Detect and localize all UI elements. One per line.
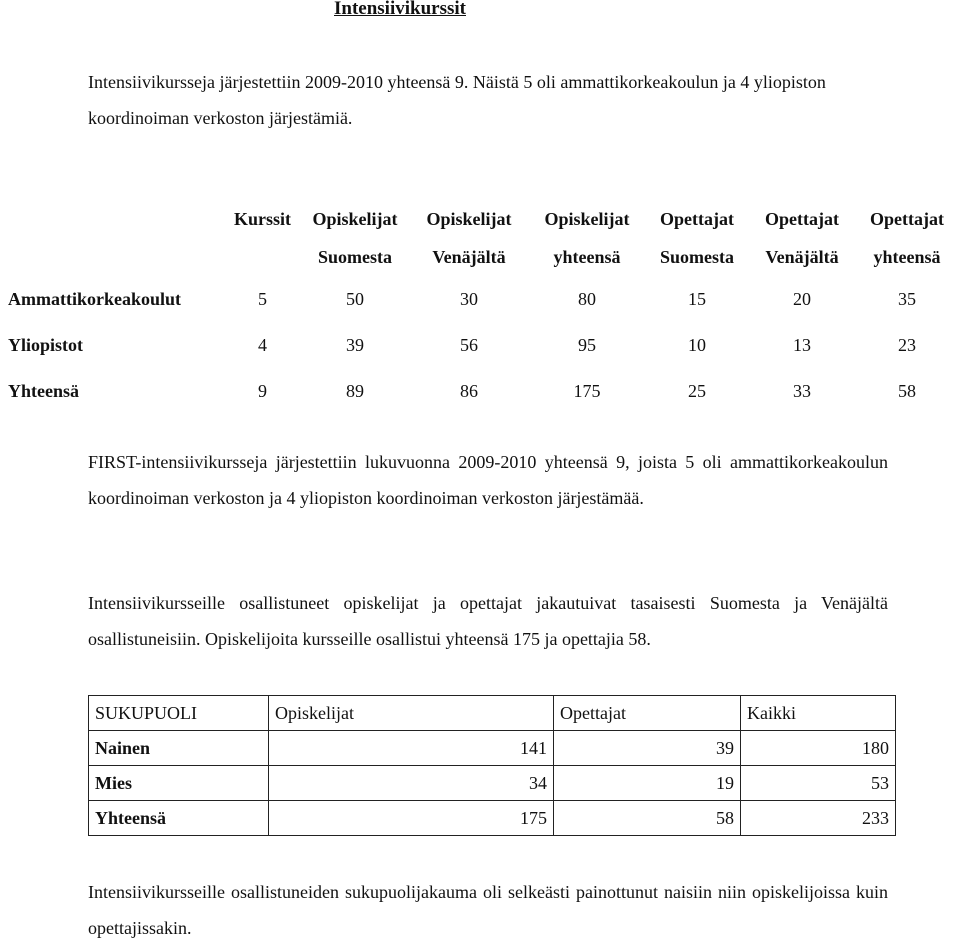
table-cell: 180 <box>741 731 896 766</box>
table-cell: 175 <box>573 380 601 401</box>
row-label: Yhteensä <box>89 801 269 836</box>
table-cell: 23 <box>898 334 916 355</box>
first-courses-paragraph: FIRST-intensiivikursseja järjestettiin lukuvuonna 2009-2010 yhteensä 9, joista 5 oli ammattikorkeakoulun koordinoiman verkoston ja 4 yliopiston koordinoiman verkoston järjestämää. <box>88 452 888 508</box>
column-header: SUKUPUOLI <box>89 696 269 731</box>
table-cell: 13 <box>793 334 811 355</box>
column-header: Opiskelijat <box>269 696 554 731</box>
column-header: Venäjältä <box>765 246 839 267</box>
courses-table <box>0 200 958 414</box>
column-header: yhteensä <box>553 246 621 267</box>
table-cell: 19 <box>554 766 741 801</box>
table-cell: 56 <box>460 334 478 355</box>
table-cell: 39 <box>554 731 741 766</box>
table-row <box>0 276 958 322</box>
table-row <box>0 322 958 368</box>
table-cell: 20 <box>793 288 811 309</box>
table-cell: 25 <box>688 380 706 401</box>
table-cell: 58 <box>554 801 741 836</box>
table-cell: 50 <box>346 288 364 309</box>
column-header: Kurssit <box>233 208 291 229</box>
row-label: Nainen <box>89 731 269 766</box>
table-cell: 34 <box>269 766 554 801</box>
table-cell: 30 <box>460 288 478 309</box>
table-cell: 5 <box>258 288 267 309</box>
table-cell: 10 <box>688 334 706 355</box>
intro-paragraph: Intensiivikursseja järjestettiin 2009-2010 yhteensä 9. Näistä 5 oli ammattikorkeakoulun ja 4 yliopiston koordinoiman verkoston järjestämiä. <box>88 72 826 128</box>
gender-table <box>88 695 896 836</box>
table-cell: 86 <box>460 380 478 401</box>
column-header: Opettajat <box>660 208 734 229</box>
table-cell: 39 <box>346 334 364 355</box>
column-header: Venäjältä <box>432 246 506 267</box>
table-cell: 35 <box>898 288 916 309</box>
section-heading: Intensiivikurssit <box>334 0 466 19</box>
column-header: Opettajat <box>870 208 944 229</box>
table-cell: 53 <box>741 766 896 801</box>
table-cell: 4 <box>258 334 267 355</box>
table-cell: 141 <box>269 731 554 766</box>
row-label: Yliopistot <box>8 334 84 355</box>
table-cell: 233 <box>741 801 896 836</box>
row-label: Yhteensä <box>8 380 79 401</box>
table-cell: 95 <box>578 334 596 355</box>
table-header-row <box>0 200 958 238</box>
table-cell: 175 <box>269 801 554 836</box>
column-header: Opiskelijat <box>312 208 398 229</box>
column-header: Opettajat <box>765 208 839 229</box>
table-cell: 9 <box>258 380 267 401</box>
table-row <box>89 766 896 801</box>
participants-paragraph: Intensiivikursseille osallistuneet opiskelijat ja opettajat jakautuivat tasaisesti Suomesta ja Venäjältä osallistuneisiin. Opiskelijoita kursseille osallistui yhteensä 175 ja opettajia 58. <box>88 593 888 649</box>
table-cell: 15 <box>688 288 706 309</box>
column-header: Kaikki <box>741 696 896 731</box>
table-header-row <box>89 696 896 731</box>
column-header: Suomesta <box>659 246 734 267</box>
column-header: Opiskelijat <box>426 208 512 229</box>
row-label: Mies <box>89 766 269 801</box>
column-header: yhteensä <box>873 246 941 267</box>
column-header: Suomesta <box>317 246 392 267</box>
table-row <box>89 801 896 836</box>
table-cell: 89 <box>346 380 364 401</box>
table-cell: 58 <box>898 380 916 401</box>
column-header <box>225 238 300 276</box>
gender-summary-paragraph: Intensiivikursseille osallistuneiden sukupuolijakauma oli selkeästi painottunut naisiin niin opiskelijoissa kuin opettajissakin. <box>88 882 888 938</box>
table-cell: 80 <box>578 288 596 309</box>
table-header-row <box>0 238 958 276</box>
row-label: Ammattikorkeakoulut <box>8 288 182 309</box>
table-row <box>0 368 958 414</box>
table-row <box>89 731 896 766</box>
table-cell: 33 <box>793 380 811 401</box>
column-header: Opiskelijat <box>544 208 630 229</box>
column-header: Opettajat <box>554 696 741 731</box>
